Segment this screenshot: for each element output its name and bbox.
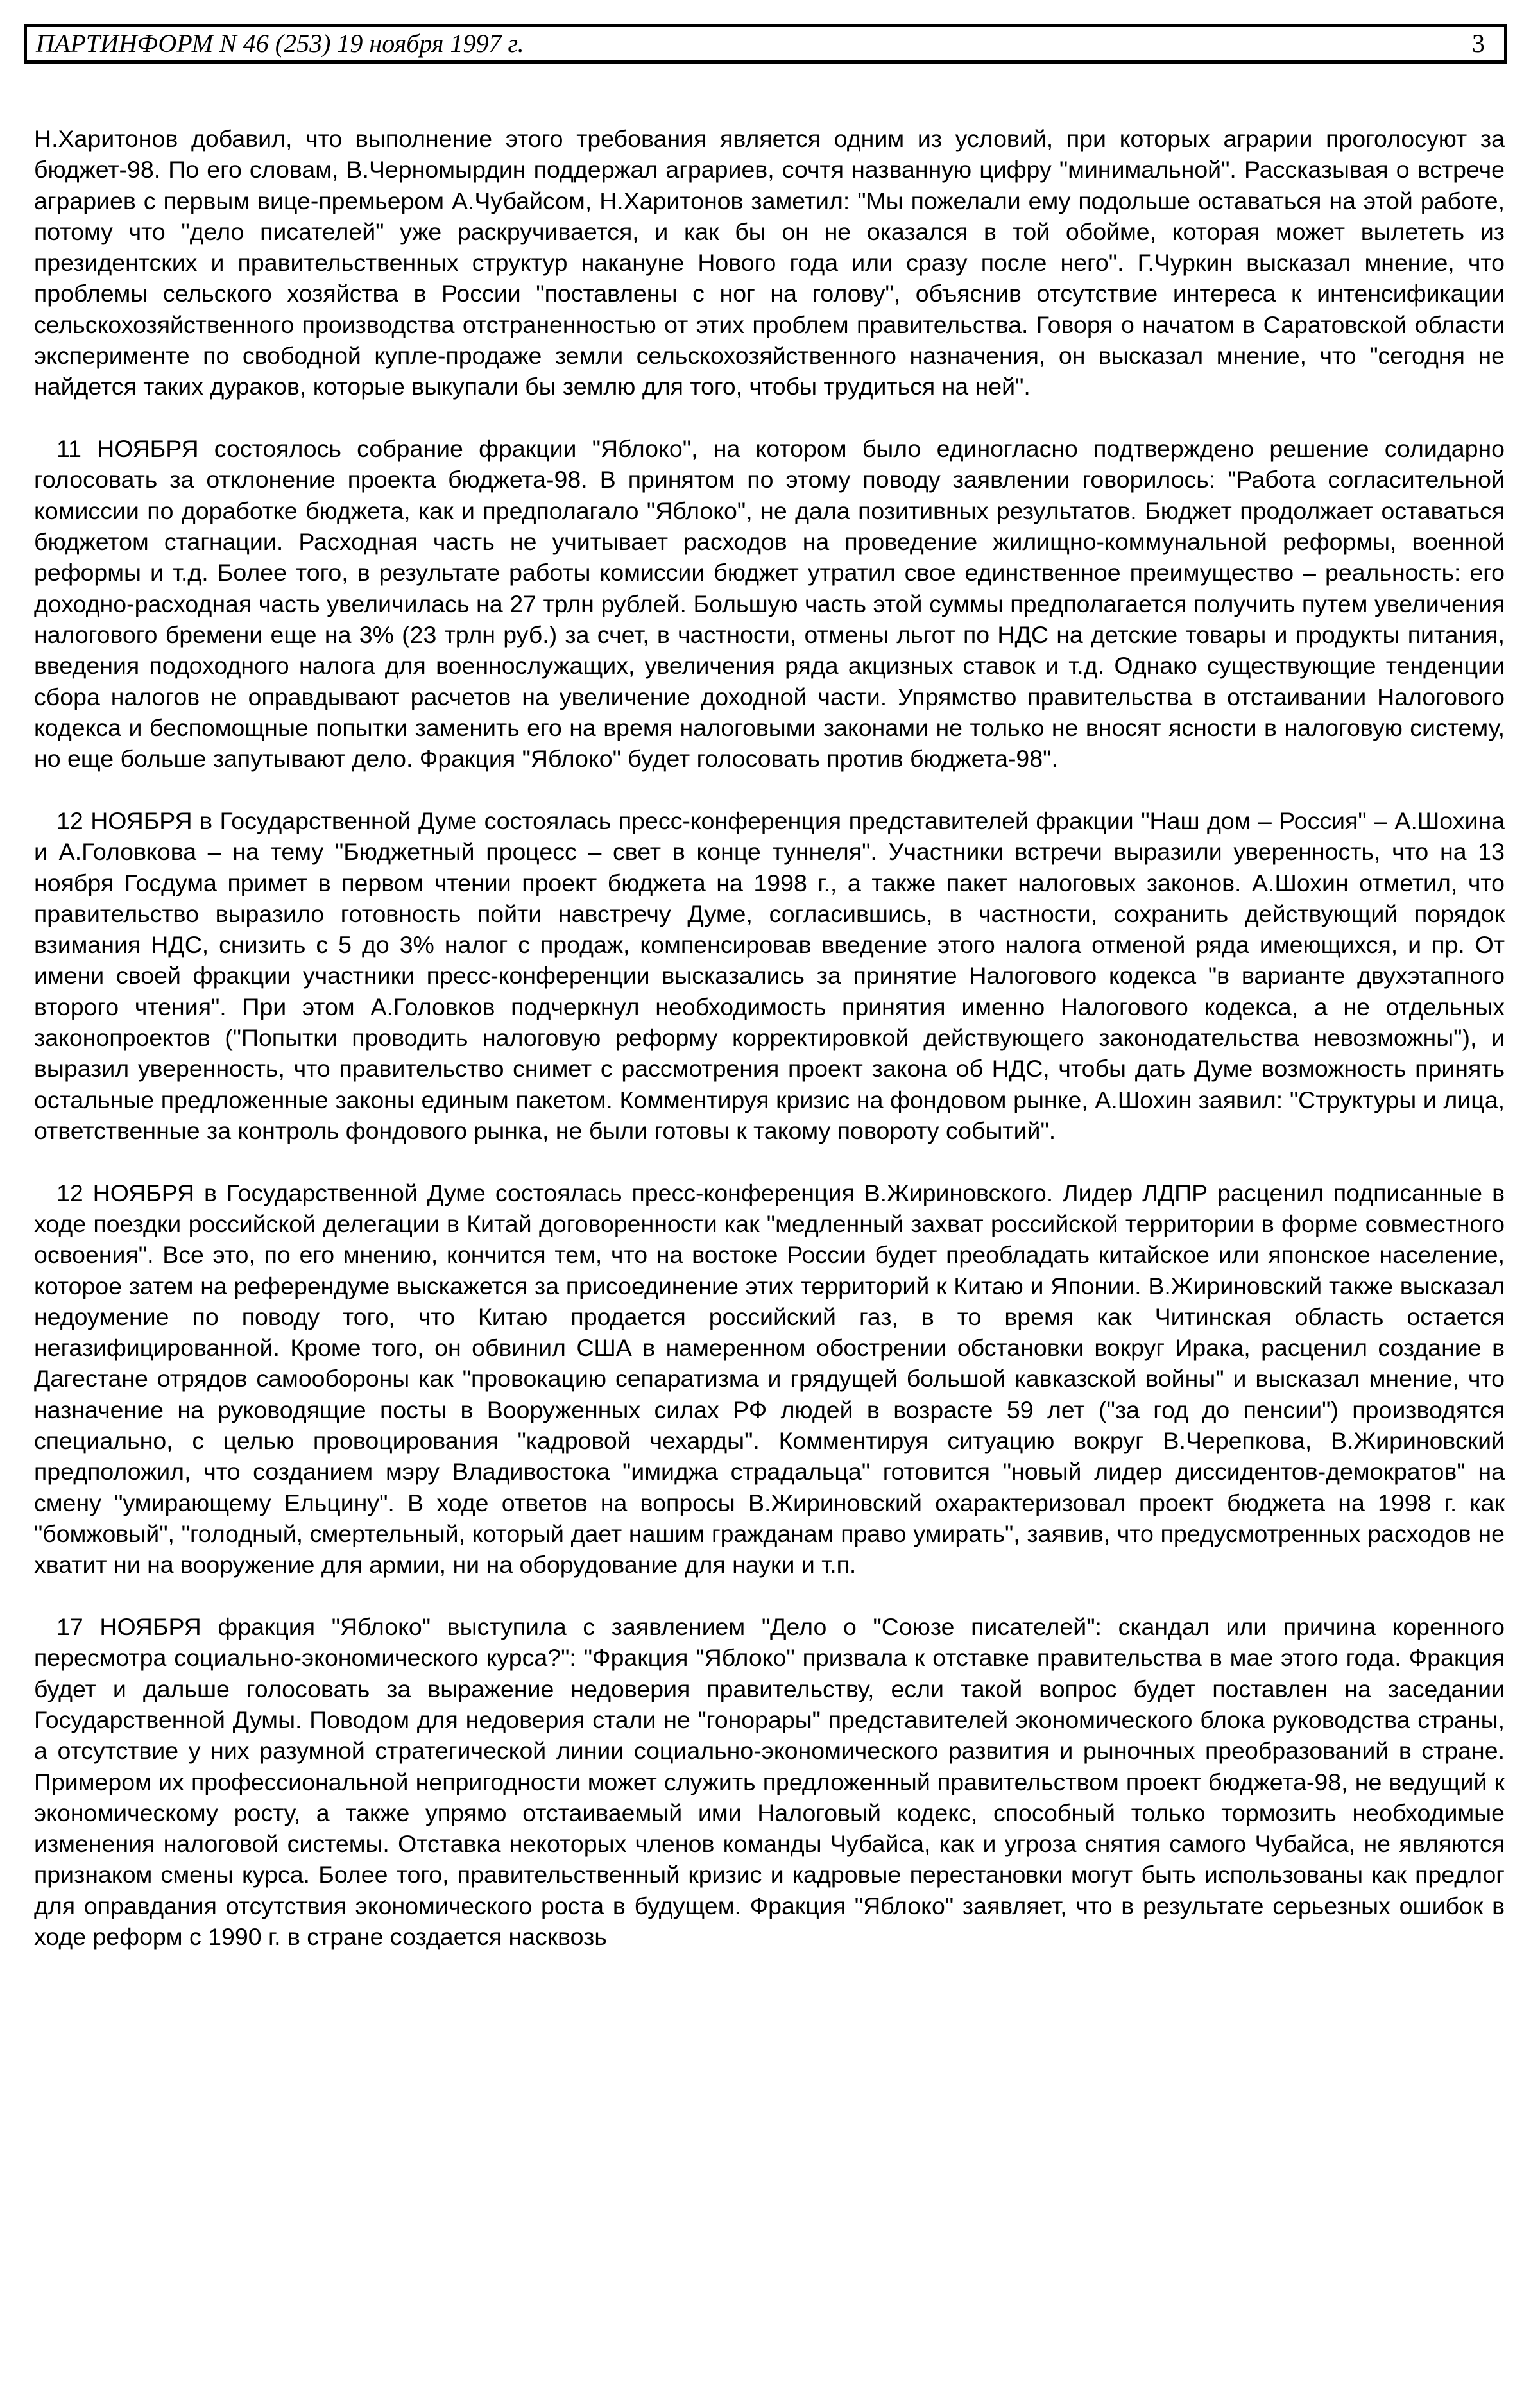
publication-title: ПАРТИНФОРМ N 46 (253) 19 ноября 1997 г. <box>36 29 524 58</box>
paragraph-kharitonov: Н.Харитонов добавил, что выполнение этого требования является одним из условий, при которых аграрии проголосуют за бюджет-98. По его словам, В.Черномырдин поддержал аграриев, сочтя названную цифру "минимальной". Рассказывая о встрече аграриев с первым вице-премьером А.Чубайсом, Н.Харитонов заметил: "Мы пожелали ему подольше оставаться на этой работе, потому что "дело писателей" уже раскручивается, и как бы он не оказался в той обойме, которая может вылететь из президентских и правительственных структур накануне Нового года или сразу после него". Г.Чуркин высказал мнение, что проблемы сельского хозяйства в России "поставлены с ног на голову", объяснив отсутствие интереса к интенсификации сельскохозяйственного производства отстраненностью от этих проблем правительства. Говоря о начатом в Саратовской области эксперименте по свободной купле-продаже земли сельскохозяйственного назначения, он высказал мнение, что "сегодня не найдется таких дураков, которые выкупали бы землю для того, чтобы трудиться на ней". <box>34 125 1505 400</box>
paragraph-yabloko-nov-17: 17 НОЯБРЯ фракция "Яблоко" выступила с заявлением "Дело о "Союзе писателей": скандал или причина коренного пересмотра социально-экономического курса?": "Фракция "Яблоко" призвала к отставке правительства в мае этого года. Фракция будет и дальше голосовать за выражение недоверия правительству, если такой вопрос будет поставлен на заседании Государственной Думы. Поводом для недоверия стали не "гонорары" представителей экономического блока руководства страны, а отсутствие у них разумной стратегической линии социально-экономического развития и рыночных преобразований в стране. Примером их профессиональной непригодности может служить предложенный правительством проект бюджета-98, не ведущий к экономическому росту, а также упрямо отстаиваемый ими Налоговый кодекс, способный только тормозить необходимые изменения налоговой системы. Отставка некоторых членов команды Чубайса, как и угроза снятия самого Чубайса, не являются признаком смены курса. Более того, правительственный кризис и кадровые перестановки могут быть использованы как предлог для оправдания отсутствия экономического роста в будущем. Фракция "Яблоко" заявляет, что в результате серьезных ошибок в ходе реформ с 1990 г. в стране создается насквозь <box>34 1613 1505 1951</box>
paragraph-ndr-press-conference: 12 НОЯБРЯ в Государственной Думе состоялась пресс-конференция представителей фракции "Наш дом – Россия" – А.Шохина и А.Головкова – на тему "Бюджетный процесс – свет в конце туннеля". Участники встречи выразили уверенность, что на 13 ноября Госдума примет в первом чтении проект бюджета на 1998 г., а также пакет налоговых законов. А.Шохин отметил, что правительство выразило готовность пойти навстречу Думе, согласившись, в частности, сохранить действующий порядок взимания НДС, снизить с 5 до 3% налог с продаж, компенсировав введение этого налога отменой ряда имеющихся, и пр. От имени своей фракции участники пресс-конференции высказались за принятие Налогового кодекса "в варианте двухэтапного второго чтения". При этом А.Головков подчеркнул необходимость принятия именно Налогового кодекса, а не отдельных законопроектов ("Попытки проводить налоговую реформу корректировкой действующего законодательства невозможны"), и выразил уверенность, что правительство снимет с рассмотрения проект закона об НДС, чтобы дать Думе возможность принять остальные предложенные законы единым пакетом. Комментируя кризис на фондовом рынке, А.Шохин заявил: "Структуры и лица, ответственные за контроль фондового рынка, не были готовы к такому повороту событий". <box>34 807 1505 1144</box>
paragraph-yabloko-nov-11: 11 НОЯБРЯ состоялось собрание фракции "Яблоко", на котором было единогласно подтверждено решение солидарно голосовать за отклонение проекта бюджета-98. В принятом по этому поводу заявлении говорилось: "Работа согласительной комиссии по доработке бюджета, как и предполагало "Яблоко", не дала позитивных результатов. Бюджет продолжает оставаться бюджетом стагнации. Расходная часть не учитывает расходов на проведение жилищно-коммунальной реформы, военной реформы и т.д. Более того, в результате работы комиссии бюджет утратил свое единственное преимущество – реальность: его доходно-расходная часть увеличилась на 27 трлн рублей. Большую часть этой суммы предполагается получить путем увеличения налогового бремени еще на 3% (23 трлн руб.) за счет, в частности, отмены льгот по НДС на детские товары и продукты питания, введения подоходного налога для военнослужащих, увеличения ряда акцизных ставок и т.д. Однако существующие тенденции сбора налогов не оправдывают расчетов на увеличение доходной части. Упрямство правительства в отстаивании Налогового кодекса и беспомощные попытки заменить его на время налоговыми законами не только не вносят ясности в налоговую систему, но еще больше запутывают дело. Фракция "Яблоко" будет голосовать против бюджета-98". <box>34 435 1505 773</box>
running-header <box>24 24 1507 64</box>
paragraph-zhirinovsky-press-conference: 12 НОЯБРЯ в Государственной Думе состоялась пресс-конференция В.Жириновского. Лидер ЛДПР расценил подписанные в ходе поездки российской делегации в Китай договоренности как "медленный захват российской территории в форме совместного освоения". Все это, по его мнению, кончится тем, что на востоке России будет преобладать китайское или японское население, которое затем на референдуме выскажется за присоединение этих территорий к Китаю и Японии. В.Жириновский также высказал недоумение по поводу того, что Китаю продается российский газ, в то время как Читинская область остается негазифицированной. Кроме того, он обвинил США в намеренном обострении обстановки вокруг Ирака, расценил создание в Дагестане отрядов самообороны как "провокацию сепаратизма и грядущей большой кавказской войны" и высказал мнение, что назначение на руководящие посты в Вооруженных силах РФ людей в возрасте 59 лет ("за год до пенсии") производятся специально, с целью провоцирования "кадровой чехарды". Комментируя ситуацию вокруг В.Черепкова, В.Жириновский предположил, что созданием мэру Владивостока "имиджа страдальца" готовится "новый лидер диссидентов-демократов" на смену "умирающему Ельцину". В ходе ответов на вопросы В.Жириновский охарактеризовал проект бюджета на 1998 г. как "бомжовый", "голодный, смертельный, который дает нашим гражданам право умирать", заявив, что предусмотренных расходов не хватит ни на вооружение для армии, ни на оборудование для науки и т.п. <box>34 1179 1505 1579</box>
page-number: 3 <box>1472 29 1485 58</box>
article-body <box>34 123 1505 1984</box>
